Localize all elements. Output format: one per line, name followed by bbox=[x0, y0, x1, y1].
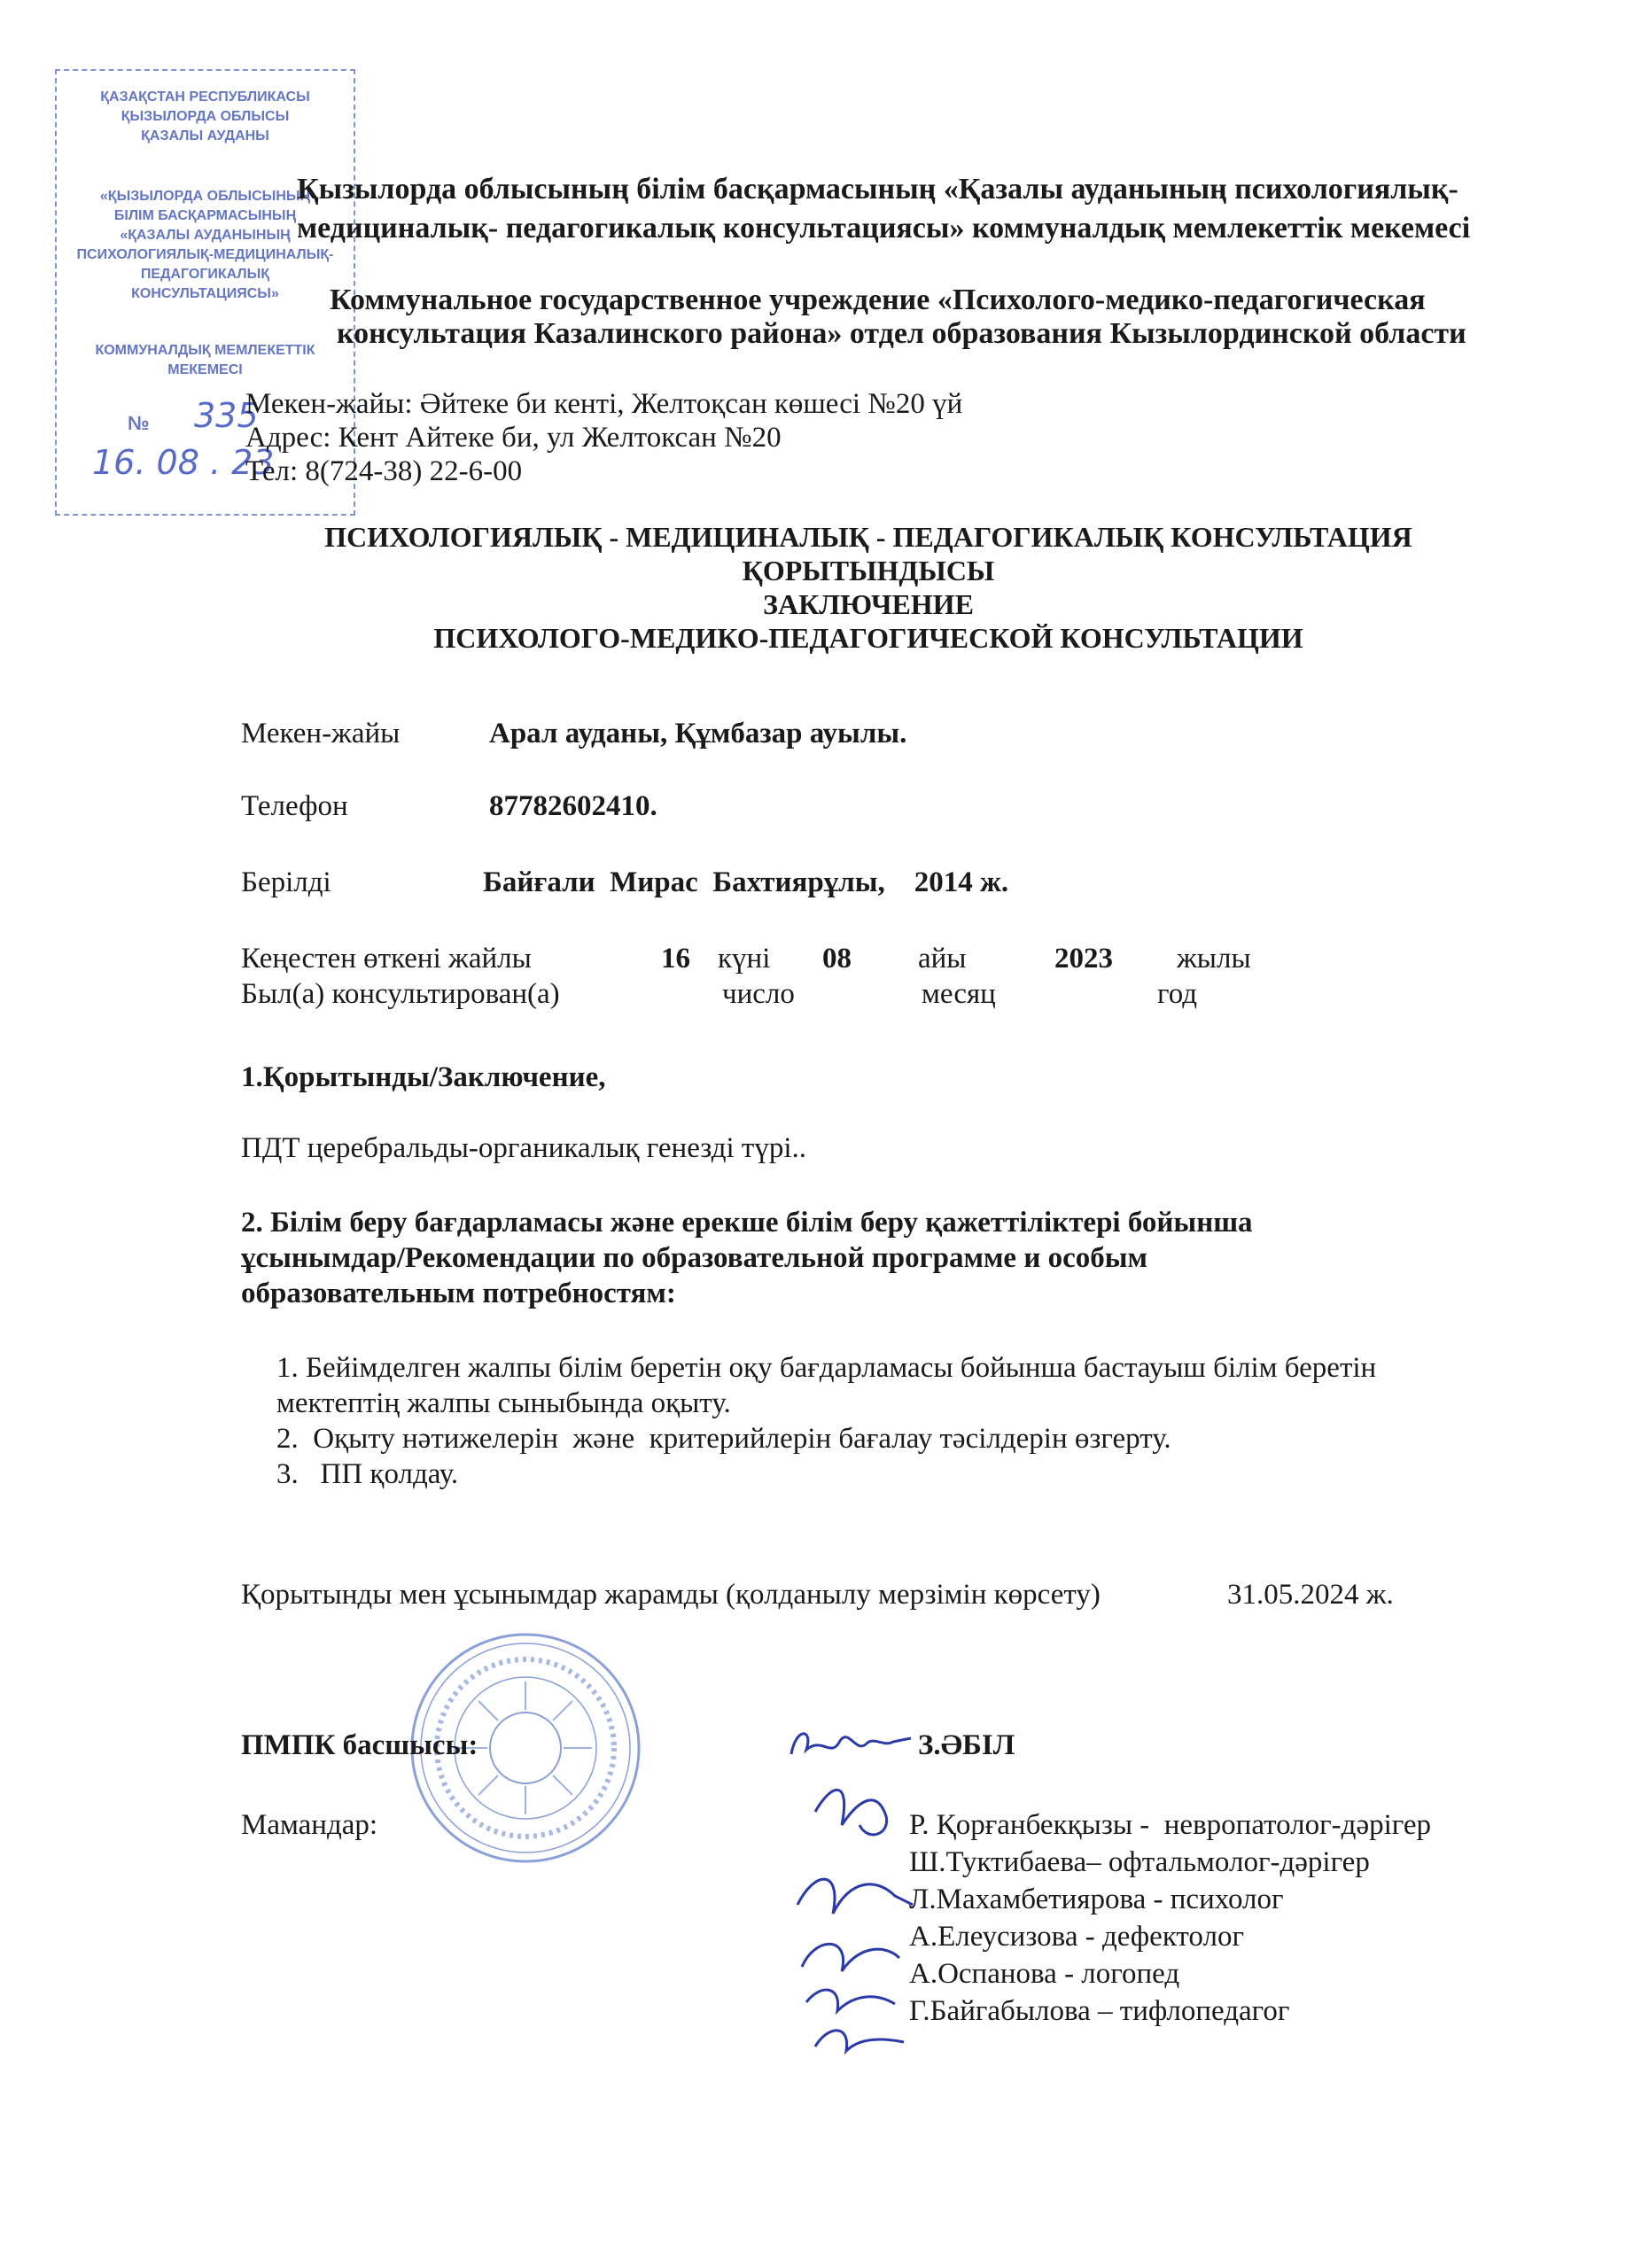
issued-value: Байғали Мирас Бахтиярұлы, 2014 ж. bbox=[483, 866, 1009, 898]
head-name: З.ӘБІЛ bbox=[918, 1729, 1015, 1761]
stamp-line: ПЕДАГОГИКАЛЫҚ bbox=[140, 267, 270, 282]
issued-label: Берілді bbox=[241, 866, 331, 898]
specialist-5: А.Оспанова - логопед bbox=[909, 1958, 1180, 1990]
title-line2: ҚОРЫТЫНДЫСЫ bbox=[742, 555, 995, 586]
stamp-line: БІЛІМ БАСҚАРМАСЫНЫҢ bbox=[113, 208, 297, 223]
title-line3: ЗАКЛЮЧЕНИЕ bbox=[763, 588, 974, 620]
org-ru-line1: Коммунальное государственное учреждение «Психолого-медико-педагогическая bbox=[330, 284, 1426, 316]
specialist-2: Ш.Туктибаева– офтальмолог-дәрігер bbox=[909, 1846, 1370, 1878]
phone-label: Телефон bbox=[241, 790, 348, 822]
head-signature bbox=[787, 1719, 920, 1772]
validity-date: 31.05.2024 ж. bbox=[1227, 1579, 1394, 1611]
recommendation-item: мектептің жалпы сыныбында оқыту. bbox=[276, 1387, 731, 1419]
day-value: 16 bbox=[661, 943, 690, 975]
title-line4: ПСИХОЛОГО-МЕДИКО-ПЕДАГОГИЧЕСКОЙ КОНСУЛЬТАЦИИ bbox=[433, 622, 1303, 654]
year-value: 2023 bbox=[1054, 943, 1113, 975]
stamp-line: «ҚЫЗЫЛОРДА ОБЛЫСЫНЫҢ bbox=[99, 189, 311, 204]
recommendation-item: 3. ПП қолдау. bbox=[276, 1458, 459, 1490]
year-label-kz: жылы bbox=[1177, 943, 1251, 975]
telephone: Тел: 8(724-38) 22-6-00 bbox=[245, 455, 523, 487]
stamp-line: КОНСУЛЬТАЦИЯСЫ» bbox=[131, 286, 279, 301]
phone-value: 87782602410. bbox=[489, 790, 657, 822]
org-ru-line2: консультация Казалинского района» отдел образования Кызылординской области bbox=[337, 317, 1466, 350]
stamp-number: 335 bbox=[194, 396, 259, 435]
head-label: ПМПК басшысы: bbox=[241, 1729, 478, 1761]
specialists-label: Мамандар: bbox=[241, 1809, 378, 1841]
year-label-ru: год bbox=[1157, 978, 1198, 1010]
address-ru: Адрес: Кент Айтеке би, ул Желтоксан №20 bbox=[245, 422, 782, 454]
section2-heading-line1: 2. Білім беру бағдарламасы және ерекше білім беру қажеттіліктері бойынша bbox=[241, 1207, 1253, 1239]
stamp-date: 16. 08 . 23 bbox=[92, 443, 275, 482]
day-label-ru: число bbox=[722, 978, 795, 1010]
section2-heading-line2: ұсынымдар/Рекомендации по образовательной программе и особым bbox=[241, 1242, 1147, 1274]
address-kz: Мекен-жайы: Әйтеке би кенті, Желтоқсан көшесі №20 үй bbox=[245, 388, 963, 420]
recommendation-item: 1. Бейімделген жалпы білім беретін оқу бағдарламасы бойынша бастауыш білім беретін bbox=[276, 1352, 1377, 1384]
org-kz-line1: Қызылорда облысының білім басқармасының «Қазалы ауданының психологиялық- bbox=[297, 173, 1458, 206]
month-label-kz: айы bbox=[918, 943, 967, 975]
consult-label-kz: Кеңестен өткені жайлы bbox=[241, 943, 532, 975]
recommendation-item: 2. Оқыту нәтижелерін және критерийлерін бағалау тәсілдерін өзгерту. bbox=[276, 1423, 1171, 1455]
address-value: Арал ауданы, Құмбазар ауылы. bbox=[489, 718, 907, 750]
stamp-line: ПСИХОЛОГИЯЛЫҚ-МЕДИЦИНАЛЫҚ- bbox=[76, 247, 334, 262]
stamp-line: ҚАЗАЛЫ АУДАНЫ bbox=[141, 128, 269, 144]
specialist-4: А.Елеусизова - дефектолог bbox=[909, 1921, 1244, 1953]
month-value: 08 bbox=[822, 943, 852, 975]
stamp-line: ҚАЗАҚСТАН РЕСПУБЛИКАСЫ bbox=[100, 89, 310, 105]
title-line1: ПСИХОЛОГИЯЛЫҚ - МЕДИЦИНАЛЫҚ - ПЕДАГОГИКАЛЫҚ КОНСУЛЬТАЦИЯ bbox=[324, 521, 1412, 553]
section2-heading-line3: образовательным потребностям: bbox=[241, 1278, 676, 1309]
specialist-3: Л.Махамбетиярова - психолог bbox=[909, 1884, 1284, 1915]
org-kz-line2: медициналық- педагогикалық консультациясы» коммуналдық мемлекеттік мекемесі bbox=[297, 212, 1471, 245]
stamp-line: КОММУНАЛДЫҚ МЕМЛЕКЕТТІК bbox=[95, 343, 315, 358]
stamp-line: «ҚАЗАЛЫ АУДАНЫНЫҢ bbox=[120, 228, 291, 243]
validity-text: Қорытынды мен ұсынымдар жарамды (қолданылу мерзімін көрсету) bbox=[241, 1579, 1101, 1611]
stamp-number-label: № bbox=[128, 412, 150, 434]
stamp-line: МЕКЕМЕСІ bbox=[167, 362, 243, 377]
specialist-6: Г.Байгабылова – тифлопедагог bbox=[909, 1995, 1290, 2027]
stamp-line: ҚЫЗЫЛОРДА ОБЛЫСЫ bbox=[121, 109, 290, 124]
section1-text: ПДТ церебральды-органикалық генезді түрі.. bbox=[241, 1132, 806, 1164]
specialist-1: Р. Қорғанбекқызы - невропатолог-дәрігер bbox=[909, 1809, 1432, 1841]
section1-heading: 1.Қорытынды/Заключение, bbox=[241, 1061, 606, 1093]
specialists-signatures bbox=[780, 1772, 922, 2064]
month-label-ru: месяц bbox=[922, 978, 996, 1010]
day-label-kz: күні bbox=[718, 943, 771, 975]
consult-label-ru: Был(а) консультирован(а) bbox=[241, 978, 560, 1010]
address-label: Мекен-жайы bbox=[241, 718, 401, 750]
